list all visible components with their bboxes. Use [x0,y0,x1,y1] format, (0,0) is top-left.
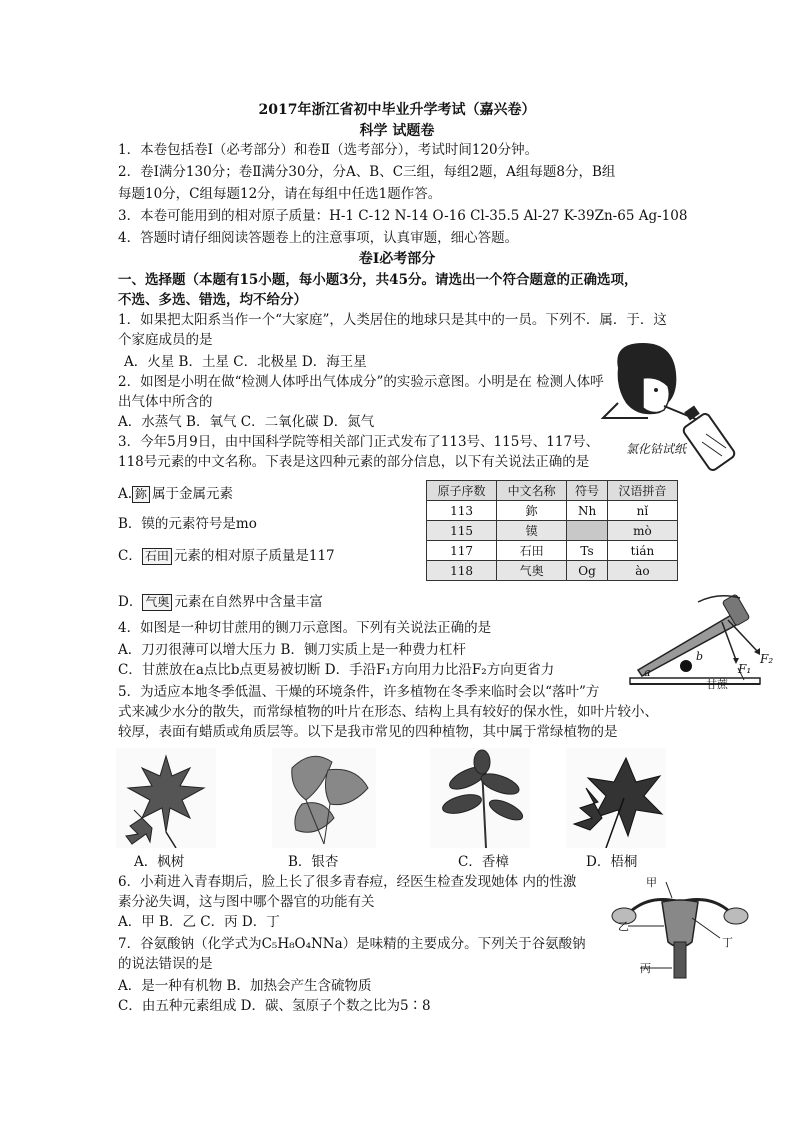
q5-option-b: B．银杏 [288,854,339,870]
q5-option-a: A．枫树 [134,854,185,870]
q1-options: A．火星 B．土星 C．北极星 D．海王星 [124,354,367,370]
q3-option-c: C． 石田 元素的相对原子质量是117 [118,548,335,564]
point-a-label: a [644,666,651,679]
q1-stem-2: 个家庭成员的是 [118,332,213,348]
q3-option-a: A. 鉨 属于金属元素 [118,486,234,502]
exam-title: 2017年浙江省初中毕业升学考试（嘉兴卷） [258,102,536,118]
note-3: 3．本卷可能用到的相对原子质量：H-1 C-12 N-14 O-16 Cl-35.5 Al-27 K-39Zn-65 Ag-108 [118,208,688,224]
parasol-leaf-image [566,748,666,848]
section-title: 卷Ⅰ必考部分 [358,251,436,267]
element-table [426,480,678,581]
q5-stem-1: 5．为适应本地冬季低温、干燥的环境条件，许多植物在冬季来临时会以“落叶”方 [118,684,600,700]
camphor-leaf-image [430,748,530,848]
q4-stem: 4．如图是一种切甘蔗用的铡刀示意图。下列有关说法正确的是 [118,620,492,636]
test-paper-label: 氯化钴试纸 [626,442,687,456]
q1-stem-1: 1．如果把太阳系当作一个“大家庭”，人类居住的地球只是其中的一员。下列不．属．于．这 [118,312,667,328]
label-bing: 丙 [640,962,651,975]
table-row: 118 气奥 Og ào [427,561,678,581]
q7-options-1: A．是一种有机物 B．加热会产生含硫物质 [118,978,372,994]
element-glyph: 气奥 [142,594,172,611]
element-glyph: 石田 [142,548,172,565]
point-b-label: b [696,650,704,663]
table-row: 113 鉨 Nh nǐ [427,501,678,521]
q5-stem-2: 式来减少水分的散失，而常绿植物的叶片在形态、结构上具有较好的保水性，如叶片较小、 [118,704,658,720]
q2-stem-2: 出气体中所含的 [118,394,213,410]
sugarcane-label: 甘蔗 [706,678,728,691]
force-f1-label: F₁ [738,662,752,676]
q6-stem-2: 素分泌失调，这与图中哪个器官的功能有关 [118,894,375,910]
q3-stem-1: 3．今年5月9日，由中国科学院等相关部门正式发布了113号、115号、117号、 [118,434,600,450]
maple-leaf-image [116,748,216,848]
note-1: 1．本卷包括卷Ⅰ（必考部分）和卷Ⅱ（选考部分），考试时间120分钟。 [118,142,539,158]
element-glyph: 鉨 [132,486,150,503]
q7-stem-1: 7．谷氨酸钠（化学式为C₅H₈O₄NNa）是味精的主要成分。下列关于谷氨酸钠 [118,936,586,952]
exam-subtitle: 科学 试题卷 [359,123,435,139]
q3-stem-2: 118号元素的中文名称。下表是这四种元素的部分信息，以下有关说法正确的是 [118,454,590,470]
q2-options: A．水蒸气 B．氧气 C．二氧化碳 D．氮气 [118,414,375,430]
q2-stem-1: 2．如图是小明在做“检测人体呼出气体成分”的实验示意图。小明是在 检测人体呼 [118,374,604,390]
q3-option-b: B．镆的元素符号是mo [118,516,257,532]
note-4: 4．答题时请仔细阅读答题卷上的注意事项，认真审题，细心答题。 [118,230,519,246]
q3-option-d: D． 气奥 元素在自然界中含量丰富 [118,594,323,610]
q5-option-d: D．梧桐 [586,854,638,870]
q5-stem-3: 较厚，表面有蜡质或角质层等。以下是我市常见的四种植物，其中属于常绿植物的是 [118,724,618,740]
part-heading-2: 不选、多选、错选，均不给分） [118,292,307,308]
force-f2-label: F₂ [760,652,774,666]
q4-options-2: C．甘蔗放在a点比b点更易被切断 D．手沿F₁方向用力比沿F₂方向更省力 [118,662,555,678]
q7-options-2: C．由五种元素组成 D．碳、氢原子个数之比为5∶8 [118,998,431,1014]
q7-stem-2: 的说法错误的是 [118,956,213,972]
table-header: 原子序数 中文名称 符号 汉语拼音 [427,481,678,501]
table-row: 117 石田 Ts tián [427,541,678,561]
part-heading-1: 一、选择题（本题有15小题，每小题3分，共45分。请选出一个符合题意的正确选项， [118,272,638,288]
q6-options: A．甲 B．乙 C．丙 D．丁 [118,914,280,930]
q4-options-1: A．刀刃很薄可以增大压力 B．铡刀实质上是一种费力杠杆 [118,642,466,658]
note-2b: 每题10分，C组每题12分，请在每组中任选1题作答。 [118,186,442,202]
label-jia: 甲 [646,876,657,889]
q5-option-c: C．香樟 [458,854,509,870]
note-2: 2．卷Ⅰ满分130分；卷Ⅱ满分30分，分A、B、C三组，每组2题，A组每题8分，B组 [118,164,616,180]
q6-stem-1: 6．小莉进入青春期后，脸上长了很多青春痘，经医生检查发现她体 内的性激 [118,874,577,890]
label-yi: 乙 [618,920,629,933]
ginkgo-leaf-image [272,748,376,848]
label-ding: 丁 [722,936,733,949]
table-row: 115 镆 mò [427,521,678,541]
